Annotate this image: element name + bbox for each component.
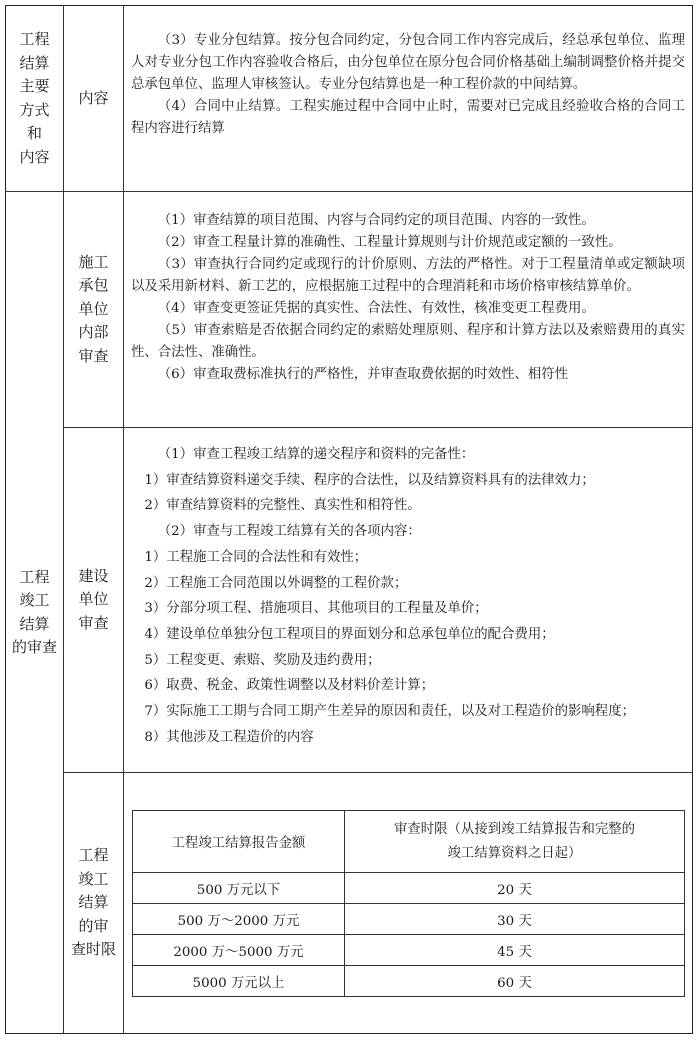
- list-item: 4）建设单位单独分包工程项目的界面划分和总承包单位的配合费用；: [144, 626, 555, 642]
- list-item: （3）审查执行合同约定或现行的计价原则、方法的严格性。对于工程量清单或定额缺项以及采用新材料、新工艺的，应根据施工过程中的合理消耗和市场价格审核结算单价。: [131, 257, 685, 294]
- list-item: 1）审查结算资料递交手续、程序的合法性，以及结算资料具有的法律效力；: [144, 472, 595, 488]
- label-contractor-internal-review: 施工 承包 单位 内部 审查: [78, 252, 109, 365]
- list-item: （1）审查工程竣工结算的递交程序和资料的完备性：: [157, 447, 475, 462]
- cell-limit: 60 天: [345, 966, 685, 997]
- category-settlement-methods: 工程 结算 主要 方式 和 内容: [19, 30, 50, 166]
- header-amount: 工程竣工结算报告金额: [133, 811, 345, 873]
- list-item: 6）取费、税金、政策性调整以及材料价差计算；: [144, 678, 435, 694]
- subsection-divider-1: [63, 427, 693, 428]
- table-header-row: [133, 811, 685, 873]
- list-item: （6）审查取费标准执行的严格性，并审查取费依据的时效性、相符性: [157, 367, 569, 382]
- table-row: [133, 873, 685, 904]
- contractor-review-items: [131, 210, 685, 386]
- subcategory-content: 内容: [78, 88, 109, 107]
- owner-review-items: [131, 442, 685, 750]
- list-item: （2）审查与工程竣工结算有关的各项内容：: [157, 524, 421, 540]
- list-item: 3）分部分项工程、措施项目、其他项目的工程量及单价；: [144, 601, 488, 617]
- settlement-content-text: [131, 30, 685, 140]
- table-row: [133, 966, 685, 997]
- list-item: 8）其他涉及工程造价的内容: [144, 729, 314, 745]
- table-row: [133, 935, 685, 966]
- label-review-time-limit: 工程 竣工 结算 的审 查时限: [70, 846, 116, 959]
- subsection-divider-2: [63, 772, 693, 773]
- table-row: [133, 904, 685, 935]
- list-item: 7）实际施工工期与合同工期产生差异的原因和责任，以及对工程造价的影响程度；: [144, 704, 635, 720]
- cell-amount: 2000 万～5000 万元: [133, 935, 345, 966]
- cell-amount: 500 万元以下: [133, 873, 345, 904]
- label-owner-review: 建设 单位 审查: [78, 566, 109, 632]
- cell-amount: 500 万～2000 万元: [133, 904, 345, 935]
- list-item: （1）审查结算的项目范围、内容与合同约定的项目范围、内容的一致性。: [157, 213, 595, 228]
- cell-limit: 45 天: [345, 935, 685, 966]
- cell-limit: 30 天: [345, 904, 685, 935]
- cell-limit: 20 天: [345, 873, 685, 904]
- paragraph: （4）合同中止结算。工程实施过程中合同中止时，需要对已完成且经验收合格的合同工程内容进行结算: [131, 99, 685, 136]
- list-item: （2）审查工程量计算的准确性、工程量计算规则与计价规范或定额的一致性。: [157, 235, 622, 250]
- column-divider-2: [123, 5, 124, 1034]
- list-item: （4）审查变更签证凭据的真实性、合法性、有效性，核准变更工程费用。: [157, 301, 595, 316]
- paragraph: （3）专业分包结算。按分包合同约定，分包合同工作内容完成后，经总承包单位、监理人对专业分包工作内容验收合格后，由分包单位在原分包合同价格基础上编制调整价格并提交总承包单位、监理人审核签认。专业分包结算也是一种工程价款的中间结算。: [131, 33, 685, 92]
- category-final-settlement-review: 工程 竣工 结算 的审查: [11, 567, 57, 656]
- list-item: 2）审查结算资料的完整性、真实性和相符性。: [144, 498, 421, 514]
- list-item: 5）工程变更、索赔、奖励及违约费用；: [144, 652, 381, 668]
- list-item: 2）工程施工合同范围以外调整的工程价款；: [144, 575, 408, 591]
- list-item: （5）审查索赔是否依据合同约定的索赔处理原则、程序和计算方法以及索赔费用的真实性、合法性、准确性。: [131, 323, 685, 360]
- cell-amount: 5000 万元以上: [133, 966, 345, 997]
- list-item: 1）工程施工合同的合法性和有效性；: [144, 549, 368, 565]
- review-time-limit-table: [132, 810, 685, 997]
- header-limit: 审查时限（从接到竣工结算报告和完整的 竣工结算资料之日起）: [345, 811, 685, 873]
